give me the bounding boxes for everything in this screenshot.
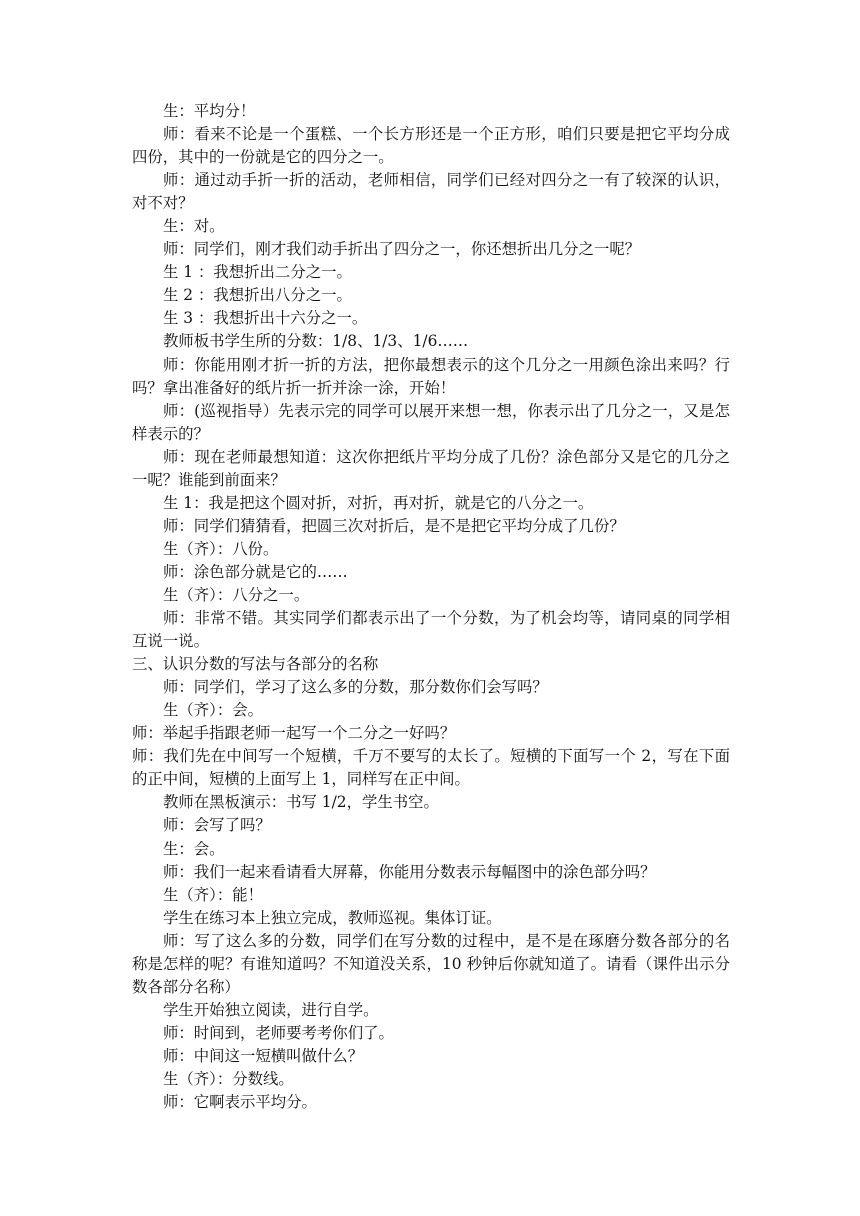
body-paragraph: 师：写了这么多的分数，同学们在写分数的过程中，是不是在琢磨分数各部分的名称是怎样的呢？有谁知道吗？不知道没关系，10 秒钟后你就知道了。请看（课件出示分数各部分名称）	[132, 931, 730, 996]
body-paragraph: 师：中间这一短横叫做什么？	[163, 1046, 364, 1065]
body-paragraph: 师：同学们猜猜看，把圆三次对折后，是不是把它平均分成了几份？	[163, 516, 625, 535]
body-paragraph: 生：对。	[163, 217, 225, 236]
body-paragraph: 生 3 ：我想折出十六分之一。	[163, 309, 368, 328]
body-paragraph: 师：非常不错。其实同学们都表示出了一个分数，为了机会均等，请同桌的同学相互说一说。	[132, 609, 730, 651]
body-paragraph: 生 2 ：我想折出八分之一。	[163, 286, 352, 305]
flush-paragraph: 师：我们先在中间写一个短横，千万不要写的太长了。短横的下面写一个 2，写在下面的正中间，短横的上面写上 1，同样写在正中间。	[132, 747, 730, 789]
body-paragraph: 生（齐）：能！	[163, 885, 264, 904]
body-paragraph: 生 1 ：我想折出二分之一。	[163, 263, 352, 282]
body-paragraph: 师：看来不论是一个蛋糕、一个长方形还是一个正方形，咱们只要是把它平均分成四份，其中的一份就是它的四分之一。	[132, 125, 730, 167]
body-paragraph: 学生在练习本上独立完成，教师巡视。集体订证。	[163, 908, 502, 927]
body-paragraph: 生（齐）：分数线。	[163, 1069, 294, 1088]
document-body	[132, 100, 730, 1114]
body-paragraph: 师：涂色部分就是它的……	[163, 562, 348, 581]
flush-paragraph: 三、认识分数的写法与各部分的名称	[132, 655, 379, 674]
body-paragraph: 师：现在老师最想知道：这次你把纸片平均分成了几份？涂色部分又是它的几分之一呢？谁能到前面来？	[132, 447, 730, 489]
body-paragraph: 生：会。	[163, 839, 225, 858]
body-paragraph: 生（齐）：八份。	[163, 539, 279, 558]
body-paragraph: 学生开始独立阅读，进行自学。	[163, 1000, 379, 1019]
body-paragraph: 生 1：我是把这个圆对折，对折，再对折，就是它的八分之一。	[163, 493, 594, 512]
flush-paragraph: 师：举起手指跟老师一起写一个二分之一好吗？	[132, 724, 456, 743]
body-paragraph: 师：同学们，刚才我们动手折出了四分之一，你还想折出几分之一呢？	[163, 240, 641, 259]
body-paragraph: 师：时间到，老师要考考你们了。	[163, 1023, 394, 1042]
body-paragraph: 师：你能用刚才折一折的方法，把你最想表示的这个几分之一用颜色涂出来吗？行吗？拿出准备好的纸片折一折并涂一涂，开始！	[132, 355, 730, 397]
body-paragraph: 生：平均分！	[163, 102, 256, 120]
body-paragraph: 师：会写了吗？	[163, 816, 271, 835]
body-paragraph: 师：它啊表示平均分。	[163, 1093, 317, 1112]
body-paragraph: 师：(巡视指导）先表示完的同学可以展开来想一想，你表示出了几分之一，又是怎样表示的？	[132, 401, 730, 443]
body-paragraph: 师：同学们，学习了这么多的分数，那分数你们会写吗？	[163, 678, 548, 697]
body-paragraph: 生（齐）：会。	[163, 701, 264, 720]
body-paragraph: 生（齐）：八分之一。	[163, 585, 310, 604]
body-paragraph: 师：我们一起来看请看大屏幕，你能用分数表示每幅图中的涂色部分吗？	[163, 862, 656, 881]
body-paragraph: 师：通过动手折一折的活动，老师相信，同学们已经对四分之一有了较深的认识，对不对？	[132, 171, 730, 213]
body-paragraph: 教师板书学生所的分数：1/8、1/3、1/6……	[163, 332, 469, 351]
body-paragraph: 教师在黑板演示：书写 1/2，学生书空。	[163, 793, 439, 812]
